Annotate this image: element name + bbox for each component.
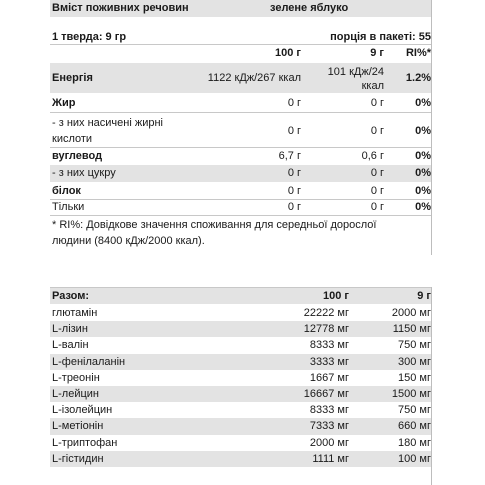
amino-row xyxy=(50,418,431,434)
amino-value-9g: 660 мг xyxy=(398,420,431,433)
amino-col-9g: 9 г xyxy=(417,290,431,302)
amino-name: L-лізин xyxy=(52,323,88,336)
nutrient-value-100g: 0 г xyxy=(287,201,301,213)
nutrition-row-sugar xyxy=(50,165,431,182)
nutrition-row-fat xyxy=(50,94,431,112)
amino-header-label: Разом: xyxy=(52,290,90,302)
nutrition-header-row xyxy=(50,0,431,17)
amino-value-9g: 750 мг xyxy=(398,339,431,352)
col-ri: RI%* xyxy=(405,47,431,59)
amino-row xyxy=(50,354,431,370)
amino-value-100g: 1667 мг xyxy=(309,371,349,384)
amino-row xyxy=(50,451,431,467)
amino-value-9g: 100 мг xyxy=(398,452,431,465)
nutrient-value-9g-line2: ккал xyxy=(361,80,384,92)
nutrient-name: Тільки xyxy=(52,201,85,213)
nutrient-ri: 0% xyxy=(415,201,431,213)
nutrition-row-salt xyxy=(50,200,431,214)
nutrient-name: білок xyxy=(52,185,81,197)
nutrient-name-line2: кислоти xyxy=(52,133,93,145)
serving-row xyxy=(50,30,431,44)
amino-row xyxy=(50,370,431,386)
amino-value-9g: 2000 мг xyxy=(391,307,431,319)
amino-name: L-валін xyxy=(52,339,89,352)
nutrition-header-title: Вміст поживних речовин xyxy=(52,2,189,14)
amino-value-100g: 2000 мг xyxy=(309,436,349,449)
amino-name: L-триптофан xyxy=(52,436,118,449)
nutrient-name-line1: - з них насичені жирні xyxy=(52,117,163,129)
amino-value-100g: 1111 мг xyxy=(312,452,349,465)
col-9g: 9 г xyxy=(370,47,384,59)
servings-per-pack: порція в пакеті: 55 xyxy=(330,31,431,43)
nutrient-value-100g: 0 г xyxy=(287,167,301,179)
nutrient-name: - з них цукру xyxy=(52,167,116,179)
footnote-line2: людини (8400 кДж/2000 ккал). xyxy=(52,235,205,247)
nutrition-row-carbs xyxy=(50,148,431,165)
amino-value-100g: 8333 мг xyxy=(309,404,349,417)
amino-name: L-метіонін xyxy=(52,420,104,433)
amino-value-9g: 180 мг xyxy=(398,436,431,449)
amino-value-9g: 1500 мг xyxy=(391,388,431,400)
nutrition-header-flavor: зелене яблуко xyxy=(270,2,349,14)
nutrient-name: вуглевод xyxy=(52,150,103,162)
amino-name: L-треонін xyxy=(52,371,100,384)
nutrient-value-100g: 0 г xyxy=(287,97,301,109)
nutrient-value-9g: 0 г xyxy=(370,125,384,137)
nutrition-row-energy xyxy=(50,63,431,93)
amino-row xyxy=(50,321,431,337)
nutrient-value-100g: 6,7 г xyxy=(278,150,301,162)
nutrient-ri: 0% xyxy=(415,150,431,162)
amino-row xyxy=(50,435,431,451)
amino-col-100g: 100 г xyxy=(323,290,349,302)
nutrient-ri: 0% xyxy=(415,167,431,179)
nutrient-ri: 0% xyxy=(415,185,431,197)
amino-value-9g: 300 мг xyxy=(398,355,431,368)
nutrition-row-protein xyxy=(50,182,431,199)
nutrient-value-9g-line1: 101 кДж/24 xyxy=(327,66,384,78)
amino-row xyxy=(50,305,431,321)
amino-value-9g: 150 мг xyxy=(398,371,431,384)
amino-row xyxy=(50,386,431,402)
nutrient-name: Енергія xyxy=(52,72,93,84)
ri-footnote xyxy=(50,216,431,250)
nutrient-ri: 0% xyxy=(415,125,431,137)
col-100g: 100 г xyxy=(275,47,301,59)
amino-row xyxy=(50,337,431,353)
nutrient-value-100g: 0 г xyxy=(287,185,301,197)
amino-value-9g: 1150 мг xyxy=(392,323,431,336)
amino-name: глютамін xyxy=(52,307,98,319)
nutrition-row-saturated xyxy=(50,113,431,147)
nutrient-value-9g: 0 г xyxy=(370,201,384,213)
nutrient-value-9g: 0 г xyxy=(370,97,384,109)
amino-name: L-фенілаланін xyxy=(52,355,126,368)
nutrient-value-9g: 0,6 г xyxy=(361,150,384,162)
amino-value-100g: 16667 мг xyxy=(303,388,349,400)
nutrition-column-header-row xyxy=(50,45,431,61)
nutrient-value-9g: 0 г xyxy=(370,167,384,179)
amino-name: L-гістидин xyxy=(52,452,104,465)
nutrient-name: Жир xyxy=(52,97,76,109)
nutrient-value-9g: 0 г xyxy=(370,185,384,197)
amino-name: L-ізолейцин xyxy=(52,404,113,417)
amino-value-9g: 750 мг xyxy=(398,404,431,417)
nutrient-ri: 0% xyxy=(415,97,431,109)
serving-size: 1 тверда: 9 гр xyxy=(52,31,127,43)
amino-table-border-right xyxy=(431,287,432,485)
amino-value-100g: 12778 мг xyxy=(303,323,349,336)
amino-name: L-лейцин xyxy=(52,388,99,400)
amino-value-100g: 22222 мг xyxy=(303,307,349,319)
amino-value-100g: 3333 мг xyxy=(309,355,349,368)
nutrient-value-100g: 1122 кДж/267 ккал xyxy=(207,72,301,84)
amino-value-100g: 8333 мг xyxy=(309,339,349,352)
nutrient-value-100g: 0 г xyxy=(287,125,301,137)
footnote-line1: * RI%: Довідкове значення споживання для середньої дорослої xyxy=(52,219,377,231)
amino-header-row xyxy=(50,288,431,304)
amino-row xyxy=(50,402,431,418)
table-border-right xyxy=(431,0,432,255)
nutrient-ri: 1.2% xyxy=(405,72,431,84)
amino-value-100g: 7333 мг xyxy=(309,420,349,433)
